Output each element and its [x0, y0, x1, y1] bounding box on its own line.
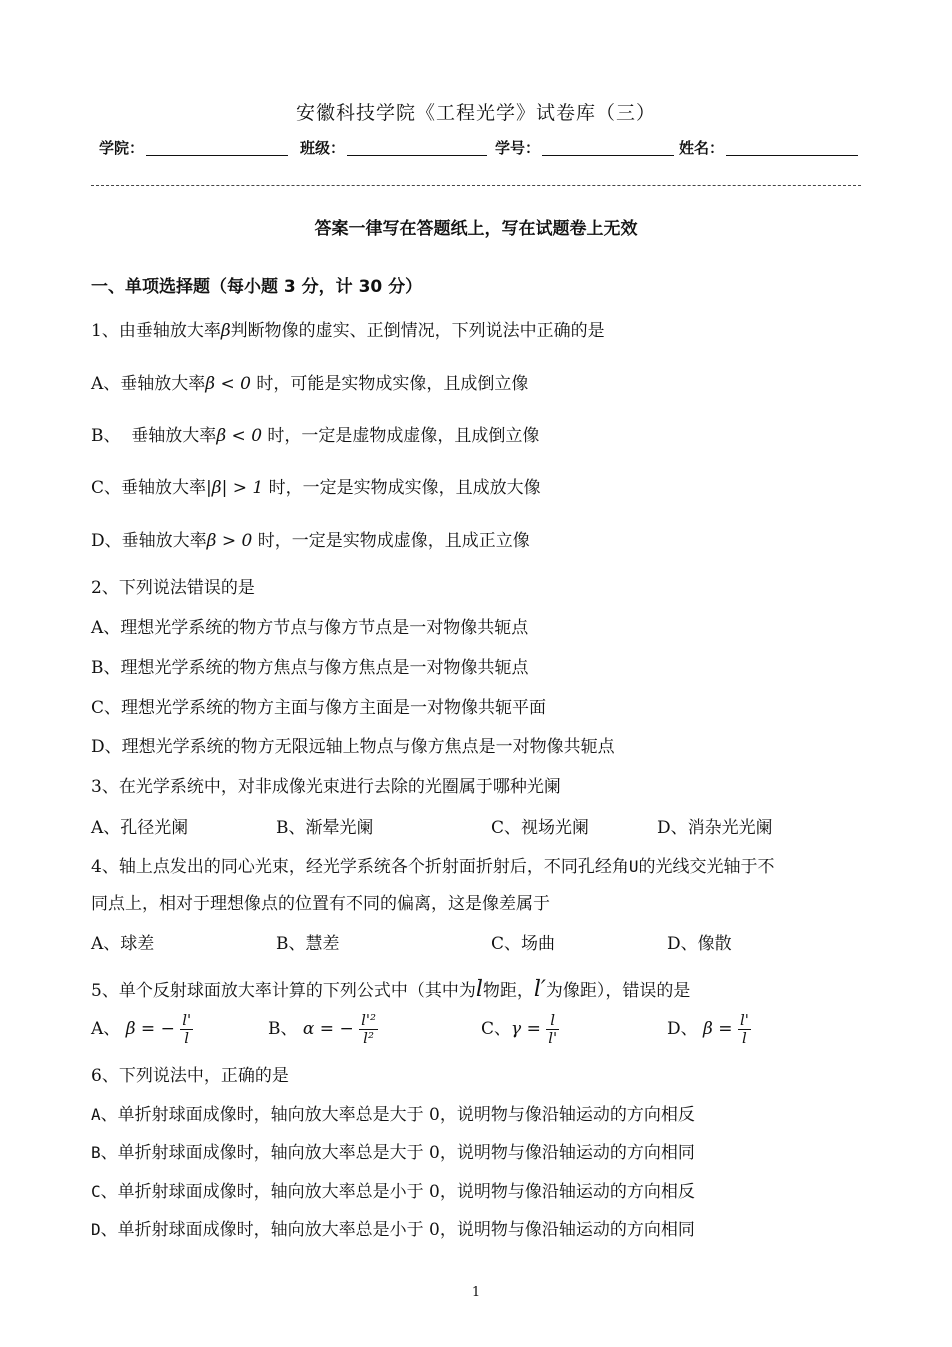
- section-heading: 一、单项选择题（每小题 3 分，计 30 分）: [91, 277, 423, 297]
- q5-option-a-label: A、: [91, 1019, 121, 1039]
- q1-option-b: [91, 421, 539, 446]
- q5-option-d-lhs: β =: [703, 1019, 733, 1039]
- q5-stem-text: 5、单个反射球面放大率计算的下列公式中（其中为: [91, 981, 476, 1001]
- q1-option-a-text: 时，可能是实物成实像，且成倒立像: [250, 374, 529, 394]
- image-distance-symbol: l′: [533, 977, 546, 1002]
- q5-option-b-fraction: [359, 1012, 378, 1047]
- q6-option-b-text: 、单折射球面成像时，轴向放大率总是大于 0，说明物与像沿轴运动的方向相同: [100, 1143, 695, 1163]
- q2-option-b: B、理想光学系统的物方焦点与像方焦点是一对物像共轭点: [91, 658, 529, 678]
- fraction-denominator: l: [741, 1029, 747, 1047]
- q4-option-b: B、慧差: [276, 934, 340, 954]
- q6-option-d-text: 、单折射球面成像时，轴向放大率总是小于 0，说明物与像沿轴运动的方向相同: [100, 1220, 695, 1240]
- q1-stem-text: 1、由垂轴放大率: [91, 321, 221, 341]
- name-blank[interactable]: [726, 140, 858, 156]
- question-6-stem: 6、下列说法中，正确的是: [91, 1066, 289, 1086]
- q1-option-b-expr: β < 0: [216, 426, 263, 446]
- q6-option-d: [91, 1215, 695, 1240]
- q5-option-b: [268, 1012, 378, 1047]
- class-blank[interactable]: [347, 140, 487, 156]
- q3-option-d: D、消杂光光阑: [657, 818, 773, 838]
- q1-option-b-text: 时，一定是虚物成虚像，且成倒立像: [262, 426, 540, 446]
- q1-option-d-text: 时，一定是实物成虚像，且成正立像: [252, 531, 530, 551]
- q3-option-a: A、孔径光阑: [91, 818, 189, 838]
- fraction-denominator: l: [184, 1029, 190, 1047]
- q5-stem-text-end: 为像距），错误的是: [545, 981, 691, 1001]
- q6-option-c-letter: C: [91, 1182, 101, 1201]
- q5-option-c-lhs: γ =: [511, 1019, 541, 1039]
- q5-option-a-lhs: β = −: [125, 1019, 175, 1039]
- q4-option-d: D、像散: [667, 934, 732, 954]
- page-number: 1: [471, 1285, 481, 1300]
- q1-option-d-label: D、垂轴放大率: [91, 531, 207, 551]
- fraction-denominator: l': [548, 1029, 558, 1047]
- q5-option-d-fraction: [738, 1012, 751, 1047]
- student-id-label: 学号：: [495, 139, 541, 157]
- q6-option-c: [91, 1177, 695, 1202]
- q1-option-d-expr: β > 0: [206, 531, 253, 551]
- q1-option-c: [91, 473, 541, 498]
- class-label: 班级：: [300, 139, 346, 157]
- fraction-numerator: l'²: [361, 1011, 377, 1029]
- q5-option-c-fraction: [546, 1012, 559, 1047]
- page-title: 安徽科技学院《工程光学》试卷库（三）: [295, 102, 656, 124]
- q5-option-c: [481, 1012, 559, 1047]
- beta-symbol: β: [220, 321, 231, 341]
- q1-option-a: [91, 369, 528, 394]
- q1-option-a-expr: β < 0: [205, 374, 251, 394]
- q1-stem-text-end: 判断物像的虚实、正倒情况，下列说法中正确的是: [230, 321, 605, 341]
- question-3-stem: 3、在光学系统中，对非成像光束进行去除的光圈属于哪种光阑: [91, 777, 561, 797]
- question-4-stem-line-1: [91, 852, 774, 877]
- q1-option-c-label: C、垂轴放大率: [91, 478, 207, 498]
- object-distance-symbol: l: [475, 977, 483, 1002]
- q1-option-d: [91, 526, 530, 551]
- q5-option-a: [91, 1012, 193, 1047]
- q2-option-c: C、理想光学系统的物方主面与像方主面是一对物像共轭平面: [91, 698, 547, 718]
- q4-option-a: A、球差: [91, 934, 155, 954]
- q4-option-c: C、场曲: [491, 934, 556, 954]
- fraction-numerator: l: [546, 1012, 559, 1030]
- q5-option-a-fraction: [180, 1012, 193, 1047]
- q6-option-a-letter: A: [91, 1105, 101, 1124]
- q1-option-c-text: 时，一定是实物成实像，且成放大像: [263, 478, 541, 498]
- college-field: [99, 137, 288, 158]
- student-id-field: [495, 137, 674, 158]
- student-id-blank[interactable]: [542, 140, 674, 156]
- fraction-numerator: l': [739, 1011, 749, 1029]
- q4-stem-text-end: 的光线交光轴于不: [638, 857, 775, 877]
- q1-option-b-label: B、 垂轴放大率: [91, 426, 217, 446]
- name-field: [679, 137, 858, 158]
- fraction-denominator: l²: [363, 1029, 374, 1047]
- name-label: 姓名：: [679, 139, 725, 157]
- class-field: [300, 137, 487, 158]
- question-5-stem: [91, 976, 690, 1002]
- q6-option-b-letter: B: [91, 1143, 101, 1162]
- fraction-numerator: l': [182, 1011, 192, 1029]
- q2-option-d: D、理想光学系统的物方无限远轴上物点与像方焦点是一对物像共轭点: [91, 737, 615, 757]
- q5-option-d: [667, 1012, 751, 1047]
- college-blank[interactable]: [146, 140, 288, 156]
- answer-notice: 答案一律写在答题纸上，写在试题卷上无效: [314, 219, 638, 239]
- q1-option-a-label: A、垂轴放大率: [91, 374, 206, 394]
- college-label: 学院：: [99, 139, 145, 157]
- q4-stem-text: 4、轴上点发出的同心光束，经光学系统各个折射面折射后，不同孔经角: [91, 857, 629, 877]
- q2-option-a: A、理想光学系统的物方节点与像方节点是一对物像共轭点: [91, 618, 529, 638]
- q6-option-d-letter: D: [91, 1220, 101, 1239]
- q3-option-c: C、视场光阑: [491, 818, 590, 838]
- q6-option-b: [91, 1138, 695, 1163]
- q6-option-a-text: 、单折射球面成像时，轴向放大率总是大于 0，说明物与像沿轴运动的方向相反: [100, 1105, 695, 1125]
- q5-option-b-label: B、: [268, 1019, 298, 1039]
- q5-option-b-lhs: α = −: [302, 1019, 354, 1039]
- q5-stem-text-mid: 物距，: [482, 981, 534, 1001]
- q1-option-c-expr: |β| > 1: [206, 478, 264, 498]
- q5-option-d-label: D、: [667, 1019, 698, 1039]
- q6-option-c-text: 、单折射球面成像时，轴向放大率总是小于 0，说明物与像沿轴运动的方向相反: [100, 1182, 695, 1202]
- q3-option-b: B、渐晕光阑: [276, 818, 374, 838]
- q4-angle-symbol: U: [628, 857, 639, 876]
- q5-option-c-label: C、: [481, 1019, 512, 1039]
- question-4-stem-line-2: 同点上，相对于理想像点的位置有不同的偏离，这是像差属于: [91, 894, 550, 914]
- question-2-stem: 2、下列说法错误的是: [91, 578, 255, 598]
- q6-option-a: [91, 1100, 695, 1125]
- question-1-stem: [91, 316, 605, 341]
- student-info-fields: [99, 137, 864, 163]
- dashed-divider: [91, 185, 861, 186]
